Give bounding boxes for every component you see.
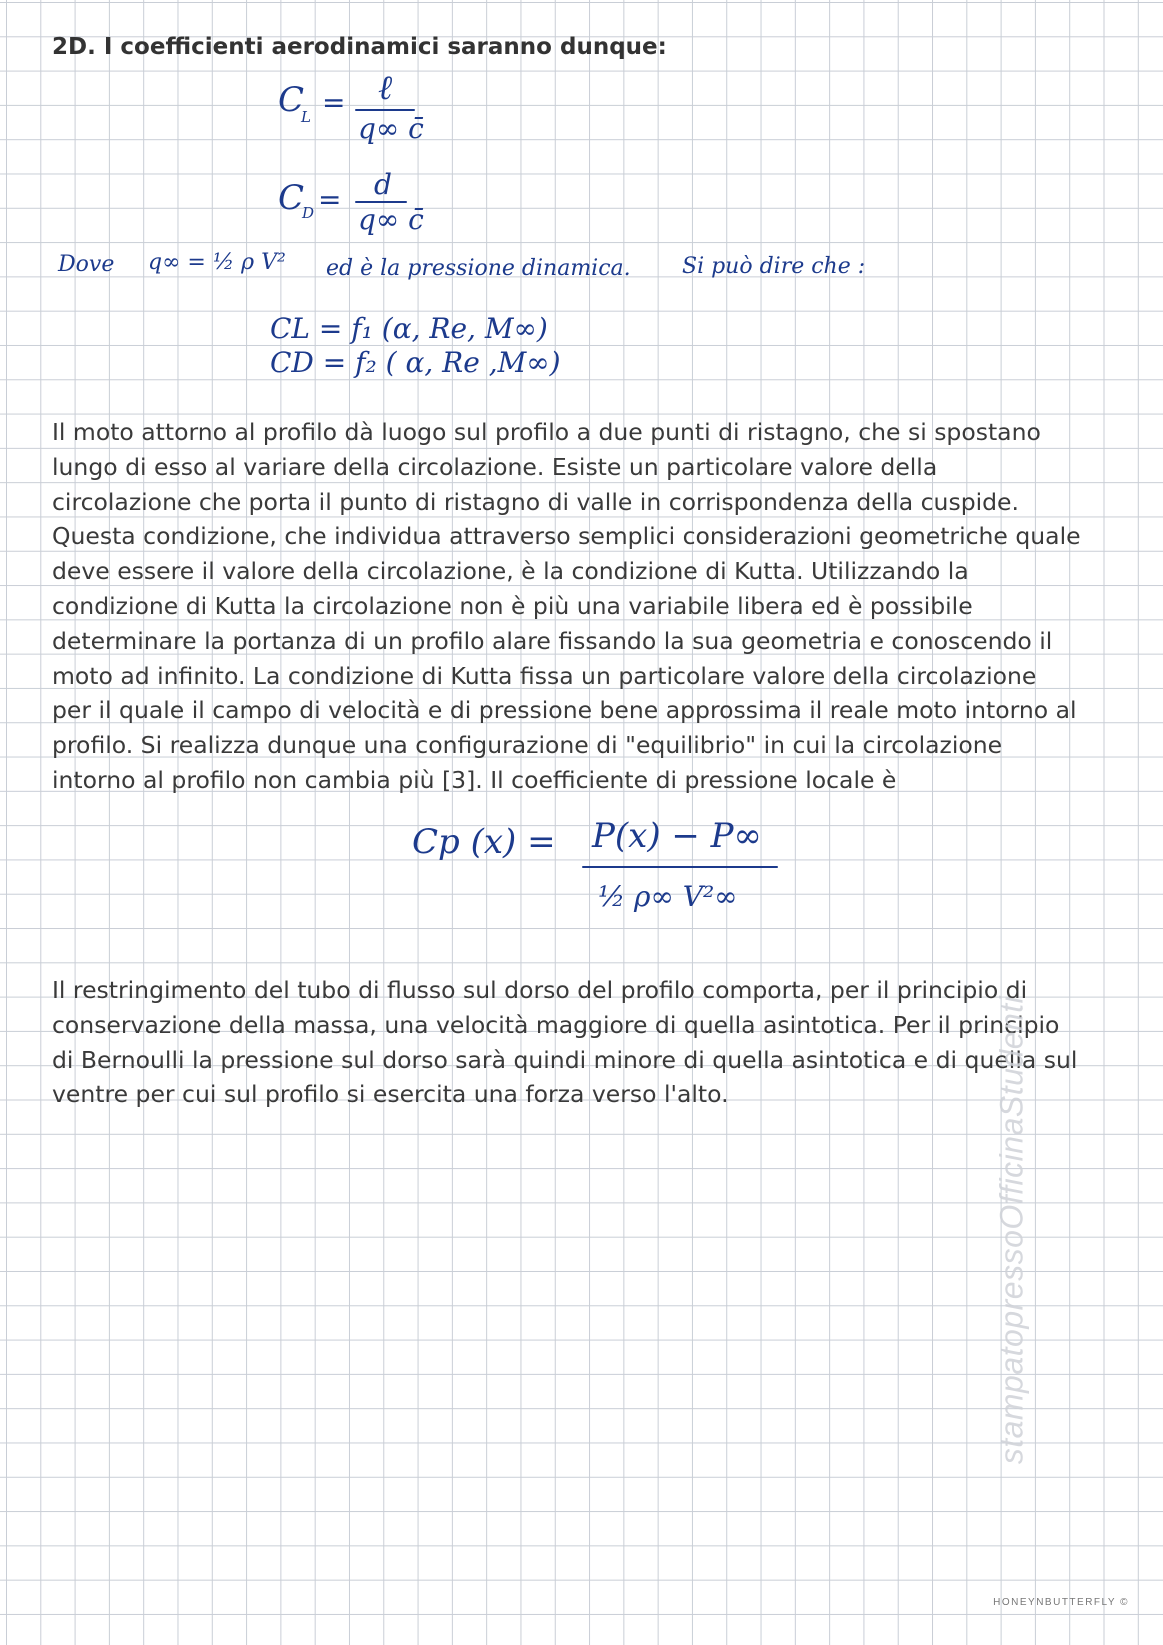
watermark: stampatopressoOfficinaStudenti: [993, 995, 1030, 1465]
cp-lhs: Cp (x) =: [412, 822, 556, 862]
cd-numerator: d: [374, 168, 392, 201]
text-line: determinare la portanza di un profilo alare fissando la sua geometria e conoscendo il: [52, 626, 1053, 655]
text-line: per il quale il campo di velocità e di pressione bene approssima il reale moto intorno al: [52, 696, 1077, 725]
cd-function: CD = f₂ ( α, Re ,M∞): [270, 346, 561, 379]
cl-subscript: L: [301, 108, 311, 126]
text-line: condizione di Kutta la circolazione non è più una variabile libera ed è possibile: [52, 591, 973, 620]
text-line: circolazione che porta il punto di ristagno di valle in corrispondenza della cuspide.: [52, 487, 1019, 516]
text-line: Questa condizione, che individua attraverso semplici considerazioni geometriche quale: [52, 522, 1081, 551]
text-line: Il restringimento del tubo di flusso sul dorso del profilo comporta, per il principio di: [52, 976, 1028, 1004]
cl-denominator: q∞ c̄: [358, 112, 424, 145]
cd-subscript: D: [302, 204, 315, 222]
si-puo-dire: Si può dire che :: [682, 254, 866, 279]
paragraph-kutta: [52, 415, 1127, 798]
cl-equals: =: [322, 86, 346, 119]
paragraph-bernoulli: [52, 973, 1127, 1112]
text-line: profilo. Si realizza dunque una configurazione di "equilibrio" in cui la circolazione: [52, 731, 1003, 760]
footer-brand: HONEYNBUTTERFLY ©: [993, 1597, 1129, 1608]
text-line: di Bernoulli la pressione sul dorso sarà quindi minore di quella asintotica e di quella sul: [52, 1045, 1078, 1074]
text-line: conservazione della massa, una velocità maggiore di quella asintotica. Per il principio: [52, 1010, 1060, 1039]
text-line: intorno al profilo non cambia più [3]. Il coefficiente di pressione locale è: [52, 765, 897, 794]
dove-label: Dove: [58, 252, 115, 277]
text-line: lungo di esso al variare della circolazione. Esiste un particolare valore della: [52, 452, 938, 481]
cp-denominator: ½ ρ∞ V²∞: [598, 880, 738, 913]
cd-symbol: C: [278, 178, 305, 218]
q-definition: q∞ = ½ ρ V²: [148, 250, 286, 275]
cl-function: CL = f₁ (α, Re, M∞): [270, 312, 548, 345]
cl-numerator: ℓ: [378, 68, 393, 108]
page-heading: 2D. I coefficienti aerodinamici saranno dunque:: [52, 34, 667, 60]
text-line: ventre per cui sul profilo si esercita una forza verso l'alto.: [52, 1080, 729, 1109]
q-description: ed è la pressione dinamica.: [326, 256, 631, 281]
cd-equals: =: [318, 183, 342, 216]
cp-numerator: P(x) − P∞: [592, 816, 762, 856]
text-line: Il moto attorno al profilo dà luogo sul profilo a due punti di ristagno, che si spostano: [52, 418, 1041, 446]
text-line: deve essere il valore della circolazione, è la condizione di Kutta. Utilizzando la: [52, 557, 969, 586]
cl-symbol: C: [278, 80, 305, 120]
text-line: moto ad infinito. La condizione di Kutta fissa un particolare valore della circolazione: [52, 661, 1037, 690]
cl-fraction-bar: [355, 109, 415, 111]
cp-fraction-bar: [582, 866, 778, 868]
cd-denominator: q∞ c̄: [358, 203, 424, 236]
